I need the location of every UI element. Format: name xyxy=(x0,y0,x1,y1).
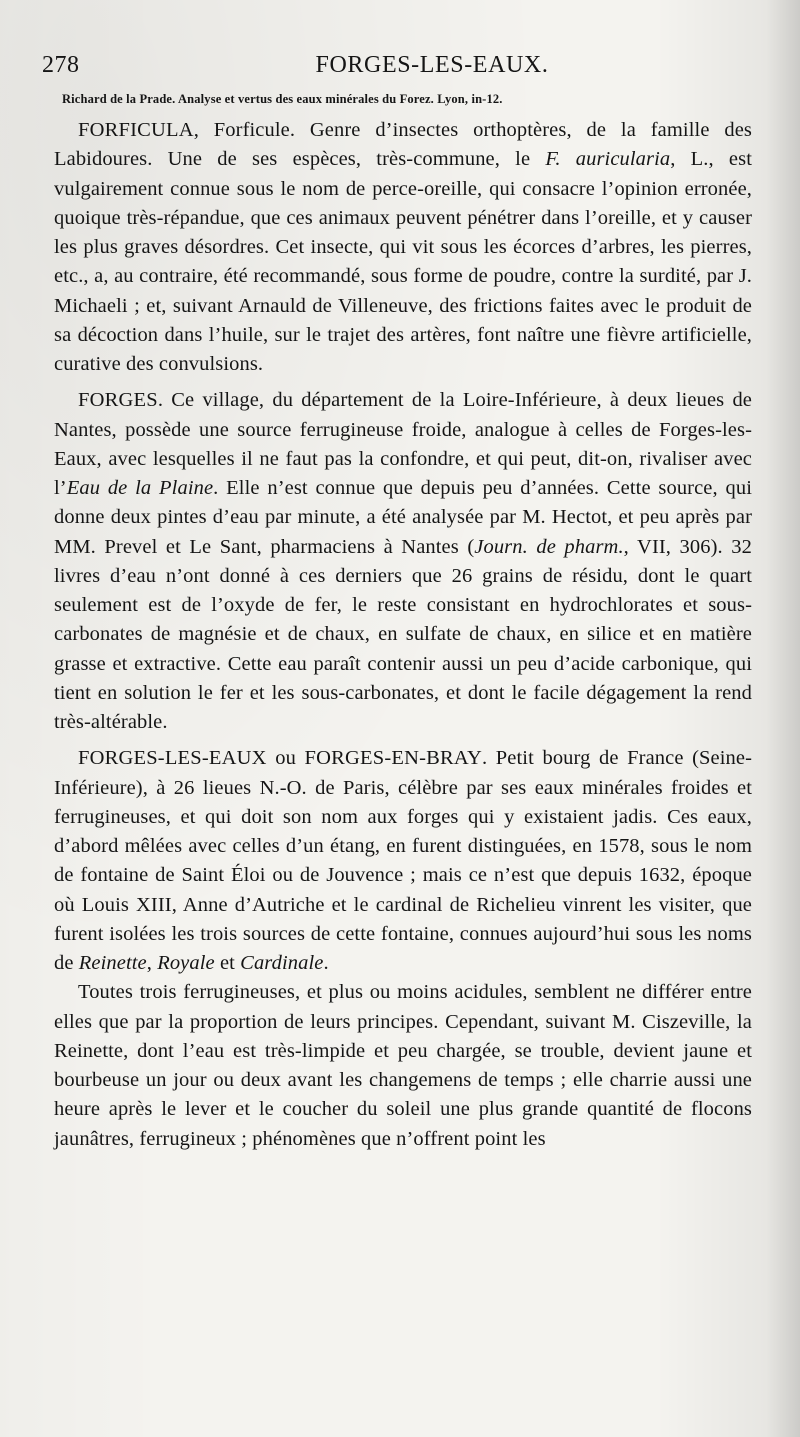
page-edge-shadow xyxy=(766,0,800,1437)
continuation-text: Toutes trois ferrugineuses, et plus ou moins acidules, semblent ne différer entre elles que par la proportion de leurs principes. Cependant, suivant M. Ciszeville, la Reinette, dont l’eau est très-limpide et peu chargée, se trouble, devient jaune et bourbeuse un jour ou deux avant les changemens de temps ; elle charrie aussi une heure après le lever et le coucher du soleil une plus grande quantité de flocons jaunâtres, ferrugineux ; phénomènes que n’offrent point les xyxy=(54,981,752,1150)
entry-forges-text-1: . Ce village, du département de la Loire-Inférieure, à deux lieues de Nantes, possède une source ferrugineuse froide, analogue à celles de Forges-les-Eaux, avec lesquelles il ne faut pas la confondre, et qui peut, dit-on, rivaliser avec l’ xyxy=(54,389,752,499)
headword-forges-en-bray: FORGES-EN-BRAY xyxy=(304,747,482,770)
separator-2: et xyxy=(214,952,241,974)
entry-forges-italic-2: Journ. de pharm. xyxy=(474,535,624,558)
entry-forficula-text-1: , Forficule. Genre d’insectes orthoptères, de la famille des Labidoures. Une de ses espèces, très-commune, le xyxy=(54,119,752,171)
headword-forficula: FORFICULA xyxy=(78,119,194,141)
dictionary-text xyxy=(54,116,752,1154)
entry-forges-les-eaux xyxy=(54,744,752,978)
running-title: FORGES-LES-EAUX. xyxy=(315,52,549,78)
source-name-cardinale: Cardinale xyxy=(240,952,324,974)
page-number: 278 xyxy=(42,52,80,78)
source-name-reinette: Reinette xyxy=(78,952,147,974)
entry-forficula-italic-1: F. auricularia xyxy=(545,148,671,171)
headword-forges-les-eaux: FORGES-LES-EAUX xyxy=(78,747,267,770)
entry-forficula xyxy=(54,116,752,379)
entry-forficula-text-2: , L., est vulgairement connue sous le nom de perce-oreille, qui consacre l’opinion erronée, quoique très-répandue, que ces animaux peuvent pénétrer dans l’oreille, et y causer les plus graves désordres. Cet insecte, qui vit sous les écorces d’arbres, les pierres, etc., a, au contraire, été recommandé, sous forme de poudre, contre la surdité, par J. Michaeli ; et, suivant Arnauld de Villeneuve, des frictions faites avec le produit de sa décoction dans l’huile, sur le trajet des artères, font naître une fièvre artificielle, curative des convulsions. xyxy=(54,148,753,375)
reference-line: Richard de la Prade. Analyse et vertus des eaux minérales du Forez. Lyon, in-12. xyxy=(62,92,503,106)
headword-forges: FORGES xyxy=(78,389,158,412)
separator-1: , xyxy=(146,952,158,974)
entry-forges xyxy=(54,386,752,737)
entry-continuation xyxy=(54,978,752,1154)
entry-forges-les-eaux-end: . xyxy=(323,952,329,974)
entry-forges-text-2: . Elle n’est connue que depuis peu d’années. Cette source, qui donne deux pintes d’eau par minute, a été analysée par M. Hectot, et peu après par MM. Prevel et Le Sant, pharmaciens à Nantes ( xyxy=(54,477,752,558)
entry-forges-les-eaux-text-1: . Petit bourg de France (Seine-Inférieure), à 26 lieues N.-O. de Paris, célèbre par ses eaux minérales froides et ferrugineuses, et qui doit son nom aux forges qui y existaient jadis. Ces eaux, d’abord mêlées avec celles d’un étang, en furent distinguées, en 1578, sous le nom de fontaine de Saint Éloi ou de Jouvence ; mais ce n’est que depuis 1632, époque où Louis XIII, Anne d’Autriche et le cardinal de Richelieu vinrent les visiter, que furent isolées les trois sources de cette fontaine, connues aujourd’hui sous les noms de xyxy=(54,747,752,974)
page-header xyxy=(42,52,762,84)
headword-connector: ou xyxy=(266,747,305,770)
entry-forges-text-3: , VII, 306). 32 livres d’eau n’ont donné à ces derniers que 26 grains de résidu, dont le quart seulement est de l’oxyde de fer, le reste consistant en hydrochlorates et sous-carbonates de magnésie et de chaux, en sulfate de chaux, en silice et en matière grasse et extractive. Cette eau paraît contenir aussi un peu d’acide carbonique, qui tient en solution le fer et les sous-carbonates, et dont le facile dégagement la rend très-altérable. xyxy=(54,535,752,733)
source-name-royale: Royale xyxy=(157,952,215,974)
entry-forges-italic-1: Eau de la Plaine xyxy=(66,477,214,499)
